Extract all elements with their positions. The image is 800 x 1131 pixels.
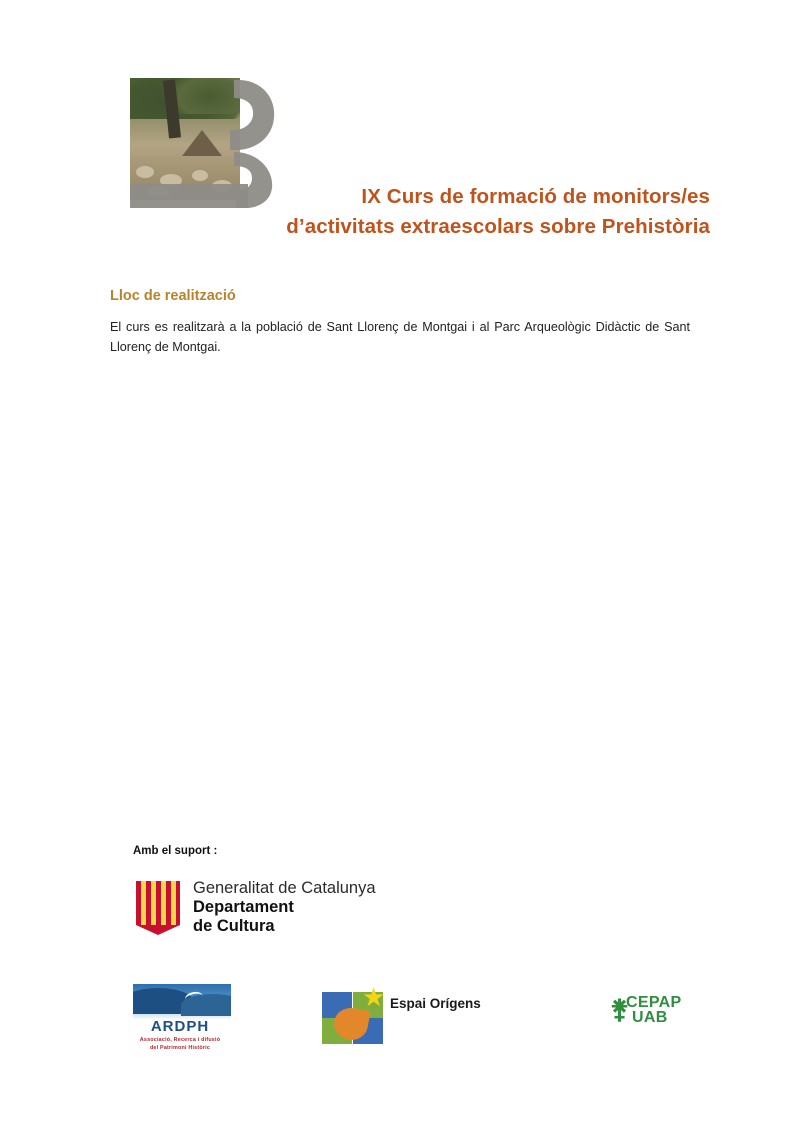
generalitat-wordmark: [193, 879, 376, 936]
espai-origens-mark-icon: [322, 982, 386, 1044]
section-paragraph: El curs es realitzarà a la població de Sant Llorenç de Montgai i al Parc Arqueològic Didàctic de Sant Llorenç de Montgai.: [110, 320, 690, 354]
generalitat-line-1: Generalitat de Catalunya: [193, 879, 376, 897]
cepap-wordmark-line-2: UAB: [632, 1009, 668, 1026]
section-lloc-de-realitzacio: [110, 288, 690, 357]
senyera-bars-shape: [136, 881, 180, 925]
section-heading: Lloc de realització: [110, 288, 236, 304]
page-title-line-1: IX Curs de formació de monitors/es: [361, 185, 710, 208]
document-header: [110, 78, 710, 263]
page-title-line-2: d’activitats extraescolars sobre Prehistòria: [286, 214, 710, 238]
cepap-figure-icon: ⚵: [610, 994, 630, 1024]
partner-logos-row: [110, 978, 730, 1058]
generalitat-line-2: Departament: [193, 897, 294, 916]
shield-point-shape: [136, 925, 180, 935]
cepap-uab-logo: [610, 994, 730, 1040]
espai-origens-wordmark: Espai Orígens: [390, 996, 481, 1011]
ardph-logo: [125, 984, 235, 1054]
generalitat-line-3: de Cultura: [193, 916, 275, 935]
support-block: [133, 845, 733, 875]
ardph-tagline: [125, 1036, 235, 1052]
ardph-landscape-image: [133, 984, 231, 1020]
generalitat-de-catalunya-logo: [133, 878, 463, 938]
ardph-wordmark: ARDPH: [150, 1018, 210, 1035]
ardph-tagline-line-2: del Patrimoni Històric: [149, 1045, 211, 1052]
cepap-wordmark-line-1: CEPAP: [626, 994, 682, 1011]
ardph-tagline-line-1: Associació, Recerca i difusió: [139, 1037, 221, 1043]
title-block: [110, 182, 710, 241]
support-label: Amb el suport :: [133, 845, 218, 857]
espai-origens-logo: [322, 982, 502, 1048]
catalan-flag-shield-icon: [133, 878, 183, 938]
star-icon: ★: [362, 982, 386, 1012]
